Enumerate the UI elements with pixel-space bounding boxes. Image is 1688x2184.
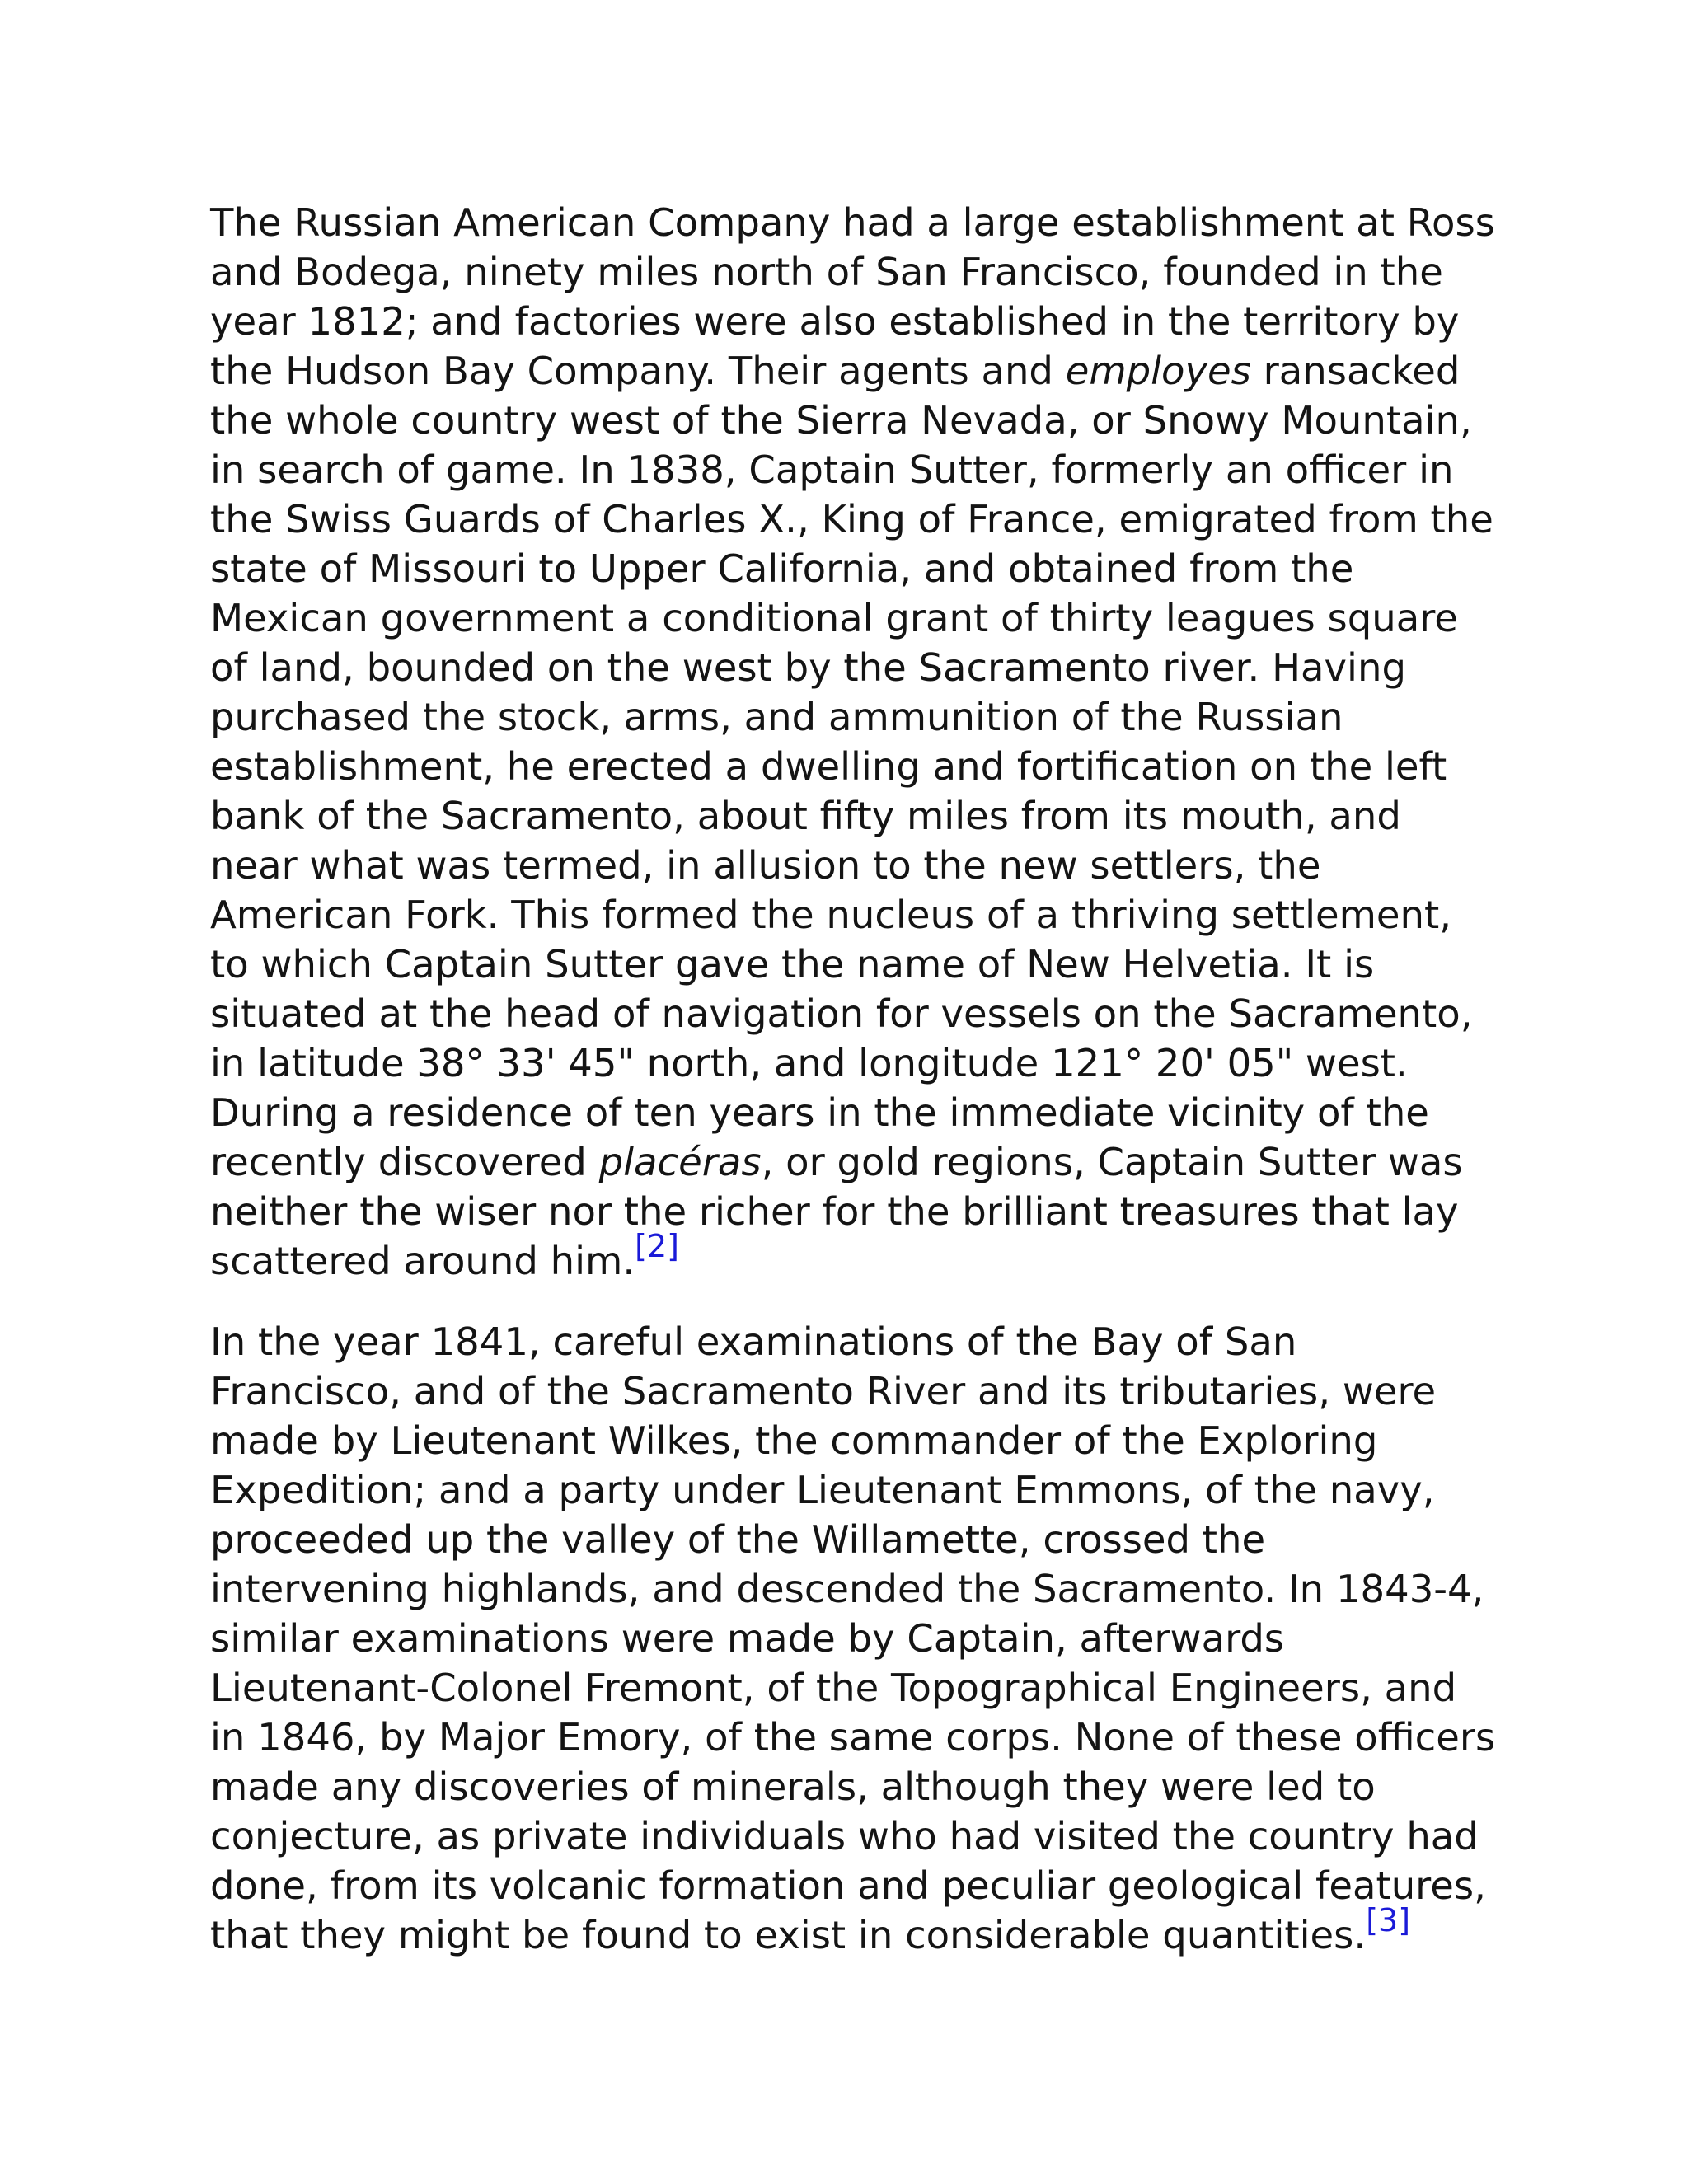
document-page <box>210 198 1496 1991</box>
footnote-link-3[interactable]: [3] <box>1366 1902 1411 1939</box>
paragraph-text: The Russian American Company had a large establishment at Ross and Bodega, ninety miles north of San Francisco, founded in the year 1812; and factories were also established in the territory by the Hudson Bay Company. Their agents and <box>210 200 1495 393</box>
paragraph-text: In the year 1841, careful examinations of the Bay of San Francisco, and of the Sacramento River and its tributaries, were made by Lieutenant Wilkes, the commander of the Exploring Expedition; and a party under Lieutenant Emmons, of the navy, proceeded up the valley of the Willamette, crossed the intervening highlands, and descended the Sacramento. In 1843-4, similar examinations were made by Captain, afterwards Lieutenant-Colonel Fremont, of the Topographical Engineers, and in 1846, by Major Emory, of the same corps. None of these officers made any discoveries of minerals, although they were led to conjecture, as private individuals who had visited the country had done, from its volcanic formation and peculiar geological features, that they might be found to exist in considerable quantities. <box>210 1319 1496 1957</box>
italic-term-placeras: placéras <box>598 1140 762 1184</box>
paragraph-russian-company <box>210 198 1496 1286</box>
paragraph-text: ransacked the whole country west of the Sierra Nevada, or Snowy Mountain, in search of game. In 1838, Captain Sutter, formerly an officer in the Swiss Guards of Charles X., King of France, emigrated from the state of Missouri to Upper California, and obtained from the Mexican government a conditional grant of thirty leagues square of land, bounded on the west by the Sacramento river. Having purchased the stock, arms, and ammunition of the Russian establishment, he erected a dwelling and fortification on the left bank of the Sacramento, about fifty miles from its mouth, and near what was termed, in allusion to the new settlers, the American Fork. This formed the nucleus of a thriving settlement, to which Captain Sutter gave the name of New Helvetia. It is situated at the head of navigation for vessels on the Sacramento, in latitude 38° 33' 45" north, and longitude 121° 20' 05" west. During a residence of ten years in the immediate vicinity of the recently discovered <box>210 349 1493 1184</box>
footnote-link-2[interactable]: [2] <box>635 1228 679 1265</box>
paragraph-text: , or gold regions, Captain Sutter was neither the wiser nor the richer for the brilliant treasures that lay scattered around him. <box>210 1140 1463 1283</box>
paragraph-examinations <box>210 1317 1496 1960</box>
italic-term-employes: employes <box>1065 349 1251 393</box>
